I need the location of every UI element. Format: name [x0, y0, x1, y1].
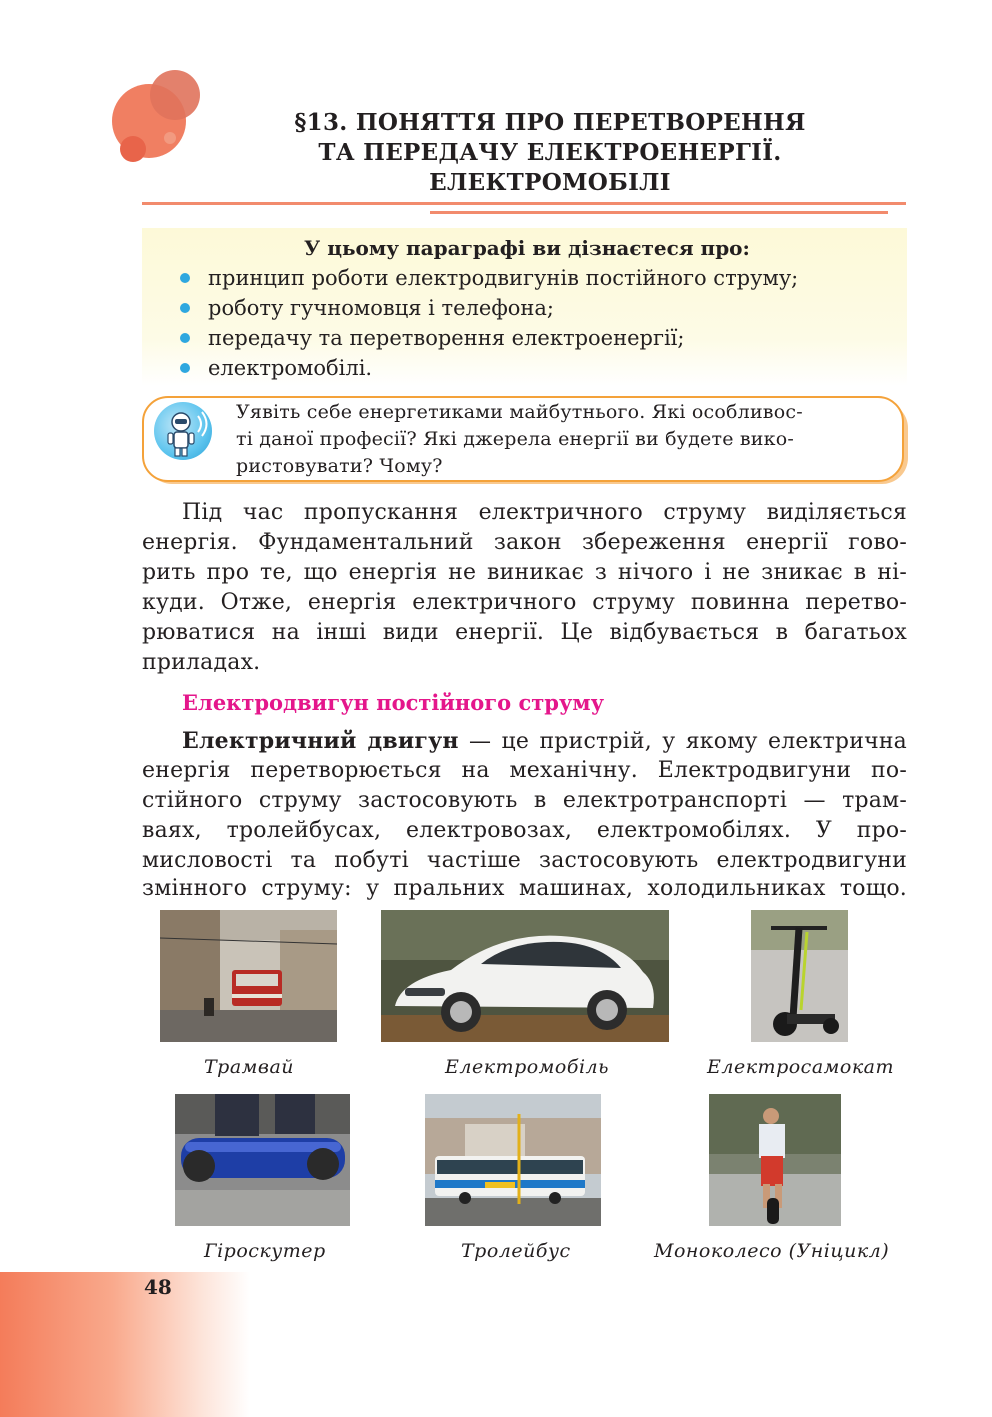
photo-caption: Електросамокат [707, 1056, 895, 1078]
robot-icon [154, 402, 212, 460]
motor-line: Електричний двигун — це пристрій, у якому електрична [182, 728, 907, 754]
title-divider-short [430, 211, 888, 214]
intro-line: куди. Отже, енергія електричного струму повинна перетво- [142, 590, 907, 615]
motor-line: енергія перетворюється на механічну. Електродвигуни по- [142, 758, 907, 783]
title-divider [142, 202, 906, 205]
motor-line: ваях, тролейбусах, електровозах, електромобілях. У про- [142, 818, 907, 843]
goal-item: роботу гучномовця і телефона; [180, 296, 554, 320]
photo-caption: Гіроскутер [204, 1240, 326, 1262]
intro-line: рить про те, що енергія не виникає з нічого і не зникає в ні- [142, 560, 907, 585]
decor-circle-tiny [164, 132, 176, 144]
page-number: 48 [144, 1275, 172, 1299]
intro-line: приладах. [142, 650, 261, 675]
title-line: §13. ПОНЯТТЯ ПРО ПЕРЕТВОРЕННЯ [294, 109, 806, 136]
page-title [250, 108, 850, 198]
photo-caption: Трамвай [204, 1056, 295, 1078]
bullet-icon [180, 273, 190, 283]
decor-circle-back [150, 70, 200, 120]
goal-item: передачу та перетворення електроенергії; [180, 326, 684, 350]
page-corner-decoration [0, 1272, 250, 1417]
trolleybus-photo [425, 1094, 601, 1226]
title-line: ЕЛЕКТРОМОБІЛІ [429, 169, 671, 196]
section-heading: Електродвигун постійного струму [182, 690, 605, 715]
motor-line: стійного струму застосовують в електротранспорті — трам- [142, 788, 907, 813]
goal-item: принцип роботи електродвигунів постійного струму; [180, 266, 798, 290]
motor-line: мисловості та побуті частіше застосовують електродвигуни [142, 848, 907, 873]
intro-line: рюватися на інші види енергії. Це відбувається в багатьох [142, 620, 907, 645]
photo-caption: Тролейбус [461, 1240, 571, 1262]
goals-heading: У цьому параграфі ви дізнаєтеся про: [304, 236, 750, 260]
bullet-icon [180, 303, 190, 313]
electric-scooter-photo [751, 910, 848, 1042]
question-line: ристовувати? Чому? [236, 455, 443, 477]
hoverboard-photo [175, 1094, 350, 1226]
question-line: ті даної професії? Які джерела енергії ви будете вико- [236, 428, 794, 450]
electric-car-photo [381, 910, 669, 1042]
tram-photo [160, 910, 337, 1042]
motor-term: Електричний двигун [182, 728, 459, 754]
photo-caption: Електромобіль [445, 1056, 609, 1078]
intro-line: енергія. Фундаментальний закон збереження енергії гово- [142, 530, 907, 555]
goal-item: електромобілі. [180, 356, 372, 380]
bullet-icon [180, 333, 190, 343]
motor-line: змінного струму: у пральних машинах, холодильниках тощо. [142, 876, 907, 901]
decor-circle-small [120, 136, 146, 162]
title-line: ТА ПЕРЕДАЧУ ЕЛЕКТРОЕНЕРГІЇ. [318, 139, 782, 166]
intro-line: Під час пропускання електричного струму виділяється [182, 500, 907, 525]
question-line: Уявіть себе енергетиками майбутнього. Які особливос- [236, 401, 803, 423]
photo-caption: Моноколесо (Уніцикл) [654, 1240, 890, 1262]
unicycle-photo [709, 1094, 841, 1226]
bullet-icon [180, 363, 190, 373]
